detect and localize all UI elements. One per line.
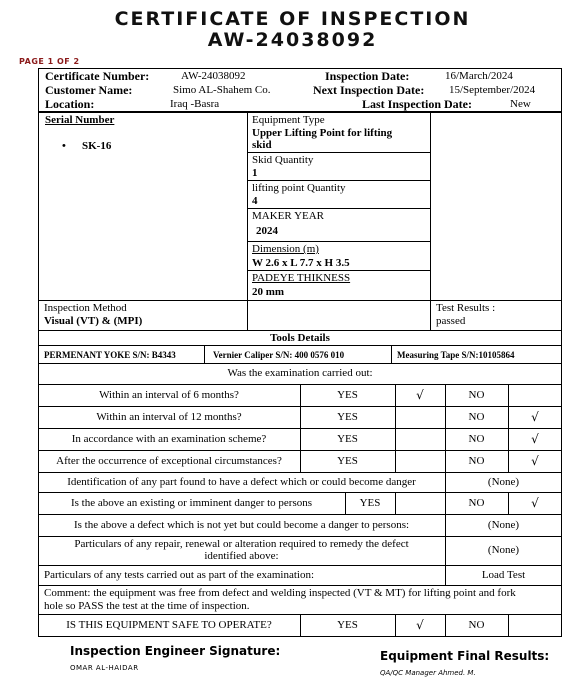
- last-inspection-date-value: New: [510, 98, 531, 110]
- test-results-value: passed: [436, 315, 466, 327]
- danger-no-label: NO: [468, 497, 485, 509]
- defect-identification-question: Identification of any part found to have a defect which or could become danger: [67, 476, 416, 488]
- test-results-label: Test Results :: [436, 302, 496, 314]
- safe-yes-label: YES: [337, 619, 358, 631]
- tools-details-heading: Tools Details: [270, 332, 330, 344]
- customer-name-label: Customer Name:: [45, 83, 133, 97]
- exam-question-6-months: Within an interval of 6 months?: [99, 389, 239, 401]
- examination-heading: Was the examination carried out:: [227, 367, 373, 379]
- next-inspection-date-value: 15/September/2024: [449, 84, 536, 96]
- page-number: PAGE 1 OF 2: [19, 57, 80, 66]
- inspection-date-label: Inspection Date:: [325, 69, 410, 83]
- tests-particulars-question: Particulars of any tests carried out as part of the examination:: [44, 569, 315, 581]
- potential-danger-answer: (None): [487, 519, 520, 531]
- last-inspection-date-label: Last Inspection Date:: [362, 97, 472, 111]
- danger-yes-label: YES: [359, 497, 381, 509]
- next-inspection-date-label: Next Inspection Date:: [313, 83, 425, 97]
- tool-measuring-tape: Measuring Tape S/N:10105864: [397, 350, 515, 360]
- exam-no-label: NO: [468, 433, 485, 445]
- equipment-type-value-1: Upper Lifting Point for lifting: [252, 127, 393, 139]
- comment-line-2: hole so PASS the test at the time of inspection.: [44, 600, 250, 612]
- equipment-final-results-label: Equipment Final Results:: [380, 649, 550, 663]
- check-mark-icon: √: [531, 496, 539, 510]
- customer-name-value: Simo AL-Shahem Co.: [173, 84, 271, 96]
- serial-number-value: SK-16: [82, 140, 112, 152]
- inspection-method-label: Inspection Method: [44, 302, 127, 314]
- certificate-number-value: AW-24038092: [181, 70, 246, 82]
- comment-line-1: Comment: the equipment was free from defect and welding inspected (VT & MT) for lifting point and fork: [44, 587, 516, 599]
- certificate-id-title: AW-24038092: [207, 29, 378, 51]
- qaqc-manager-name: QA/QC Manager Ahmed. M.: [380, 669, 476, 677]
- certificate-number-label: Certificate Number:: [45, 69, 150, 83]
- serial-number-bullet: •: [62, 140, 66, 152]
- exam-no-label: NO: [468, 389, 485, 401]
- inspection-date-value: 16/March/2024: [445, 70, 513, 82]
- document-title: CERTIFICATE OF INSPECTION: [114, 8, 471, 30]
- tests-particulars-answer: Load Test: [481, 569, 526, 581]
- exam-question-exceptional: After the occurrence of exceptional circumstances?: [56, 455, 282, 467]
- inspection-engineer-signature-label: Inspection Engineer Signature:: [70, 644, 281, 658]
- check-mark-icon: √: [416, 618, 424, 632]
- exam-yes-label: YES: [337, 455, 358, 467]
- dimension-value: W 2.6 x L 7.7 x H 3.5: [252, 257, 350, 269]
- equipment-type-label: Equipment Type: [252, 114, 325, 126]
- check-mark-icon: √: [416, 388, 424, 402]
- serial-number-label: Serial Number: [45, 114, 115, 126]
- exam-yes-label: YES: [337, 389, 358, 401]
- exam-no-label: NO: [468, 411, 485, 423]
- maker-year-label: MAKER YEAR: [252, 210, 325, 222]
- tool-vernier-caliper: Vernier Caliper S/N: 400 0576 010: [213, 350, 345, 360]
- exam-yes-label: YES: [337, 411, 358, 423]
- repair-particulars-answer: (None): [487, 544, 520, 556]
- padeye-thickness-value: 20 mm: [252, 286, 285, 298]
- inspection-engineer-name: OMAR AL-HAIDAR: [70, 664, 139, 672]
- exam-yes-label: YES: [337, 433, 358, 445]
- repair-particulars-question-line2: identified above:: [204, 550, 279, 562]
- exam-question-scheme: In accordance with an examination scheme?: [71, 433, 267, 445]
- check-mark-icon: √: [531, 454, 539, 468]
- check-mark-icon: √: [531, 410, 539, 424]
- location-value: Iraq -Basra: [170, 98, 220, 110]
- potential-danger-question: Is the above a defect which is not yet but could become a danger to persons:: [73, 519, 410, 531]
- exam-no-label: NO: [468, 455, 485, 467]
- padeye-thickness-label: PADEYE THIKNESS: [252, 272, 351, 284]
- repair-particulars-question-line1: Particulars of any repair, renewal or alteration required to remedy the defect: [74, 538, 409, 550]
- lifting-point-quantity-label: lifting point Quantity: [252, 182, 346, 194]
- safe-no-label: NO: [468, 619, 485, 631]
- inspection-method-value: Visual (VT) & (MPI): [44, 315, 143, 327]
- existing-danger-question: Is the above an existing or imminent danger to persons: [70, 497, 313, 509]
- dimension-label: Dimension (m): [252, 243, 319, 255]
- tool-permanent-yoke: PERMENANT YOKE S/N: B4343: [44, 350, 176, 360]
- equipment-type-value-2: skid: [252, 139, 272, 151]
- maker-year-value: 2024: [256, 225, 278, 237]
- exam-question-12-months: Within an interval of 12 months?: [96, 411, 242, 423]
- skid-quantity-label: Skid Quantity: [252, 154, 314, 166]
- check-mark-icon: √: [531, 432, 539, 446]
- location-label: Location:: [45, 97, 95, 111]
- safe-to-operate-question: IS THIS EQUIPMENT SAFE TO OPERATE?: [66, 619, 272, 631]
- lifting-point-quantity-value: 4: [252, 195, 258, 207]
- defect-identification-answer: (None): [487, 476, 520, 488]
- skid-quantity-value: 1: [252, 167, 258, 179]
